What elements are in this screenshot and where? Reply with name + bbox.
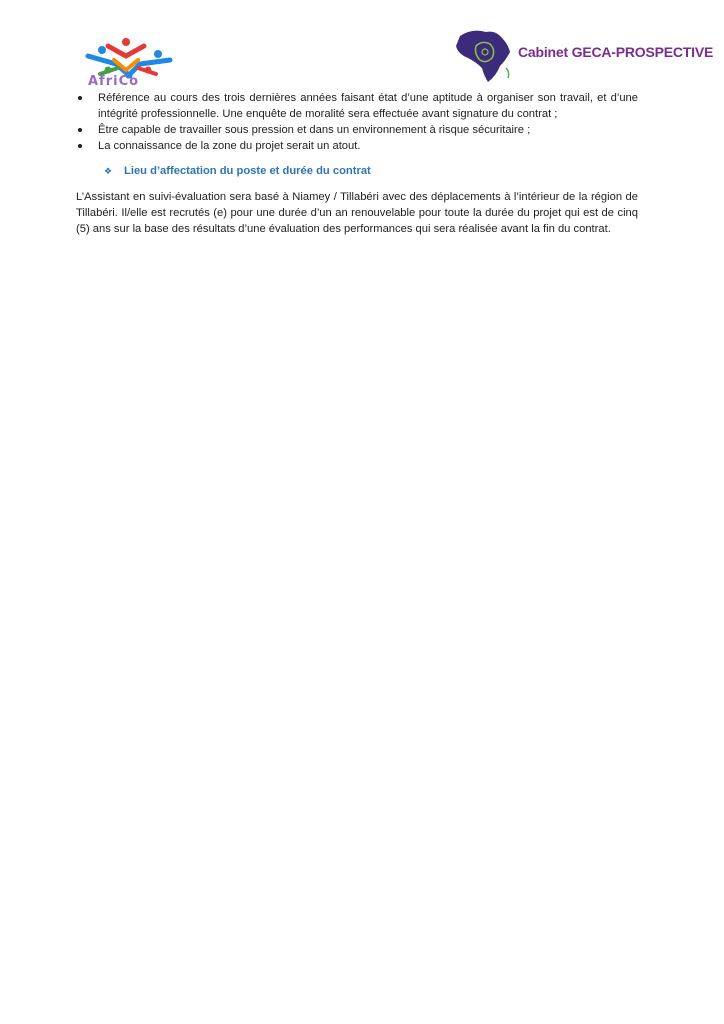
page-header <box>0 0 724 92</box>
section-heading <box>76 165 638 177</box>
body-paragraph: L’Assistant en suivi-évaluation sera basé à Niamey / Tillabéri avec des déplacements à l’intérieur de la région de Tillabéri. Il/elle est recrutés (e) pour une durée d’un an renouvelable pour toute la durée du projet qui est de cinq (5) ans sur la base des résultats d’une évaluation des performances qui sera réalisée avant la fin du contrat. <box>76 191 638 235</box>
requirements-list <box>76 90 638 154</box>
geca-logo-text: Cabinet GECA-PROSPECTIVE <box>518 44 714 60</box>
africa-map-logo-icon <box>452 26 522 86</box>
section-title: Lieu d’affectation du poste et durée du contrat <box>124 165 371 177</box>
list-item: La connaissance de la zone du projet serait un atout. <box>76 138 638 154</box>
document-body <box>76 90 638 248</box>
africo-logo-text: AfriCo <box>88 74 140 89</box>
list-item: Référence au cours des trois dernières années faisant état d’une aptitude à organiser son travail, et d’une intégrité professionnelle. Une enquête de moralité sera effectuée avant signature du contrat ; <box>76 90 638 122</box>
diamond-bullet-icon: ❖ <box>104 165 113 176</box>
list-item: Être capable de travailler sous pression et dans un environnement à risque sécuritaire ; <box>76 122 638 138</box>
